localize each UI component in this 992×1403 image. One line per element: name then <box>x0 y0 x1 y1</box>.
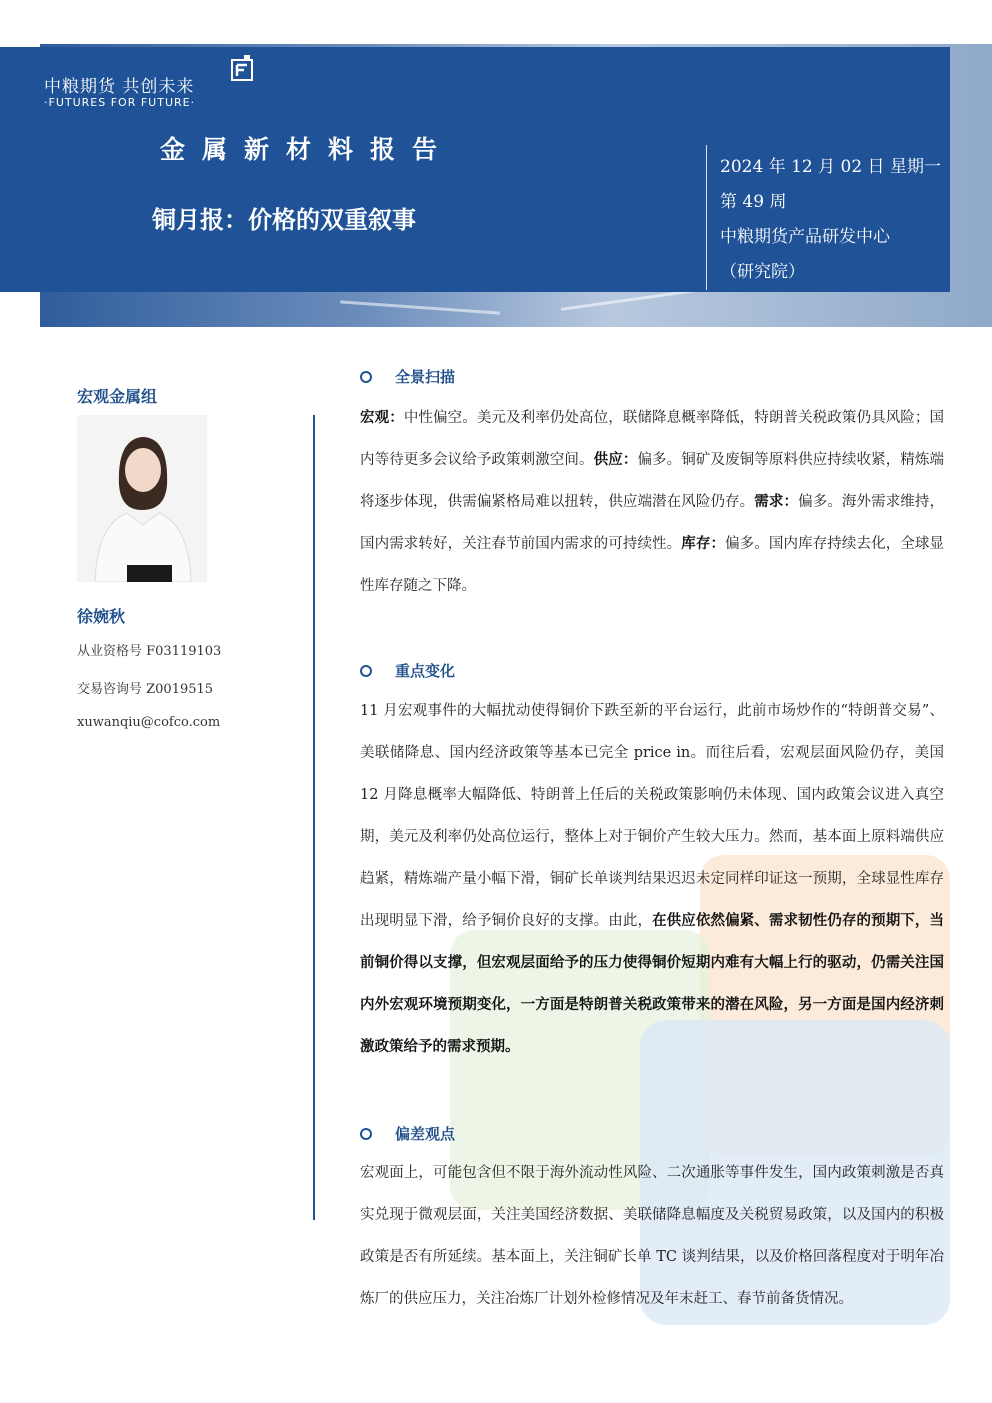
section-bullet-icon <box>360 371 372 383</box>
text-run: 11 月宏观事件的大幅扰动使得铜价下跌至新的平台运行，此前市场炒作的“特朗普交易”、美联储降息、国内经济政策等基本已完全 price in。而往后看，宏观层面风险仍存，美国 12 月降息概率大幅降低、特朗普上任后的关税政策影响仍未体现、国内政策会议进入真空期，美元及利率仍处高位运行，整体上对于铜价产生较大压力。然而，基本面上原料端供应趋紧，精炼端产量小幅下滑，铜矿长单谈判结果迟迟未定同样印证这一预期，全球显性库存出现明显下滑，给予铜价良好的支撑。由此， <box>360 703 944 929</box>
section-paragraph <box>360 397 944 607</box>
text-run: 宏观面上，可能包含但不限于海外流动性风险、二次通胀等事件发生，国内政策刺激是否真实兑现于微观层面，关注美国经济数据、美联储降息幅度及关税贸易政策，以及国内的积极政策是否有所延续。基本面上，关注铜矿长单 TC 谈判结果，以及价格回落程度对于明年冶炼厂的供应压力，关注冶炼厂计划外检修情况及年末赶工、春节前备货情况。 <box>360 1165 944 1307</box>
section-bullet-icon <box>360 665 372 677</box>
text-run: 中性偏空。美元及利率仍处高位，联储降息概率降低，特朗普关税政策仍具风险；国内等待更多会议给予政策刺激空间。 <box>360 410 945 468</box>
bold-text-run: 在供应依然偏紧、需求韧性仍存的预期下，当前铜价得以支撑，但宏观层面给予的压力使得铜价短期内难有大幅上行的驱动，仍需关注国内外宏观环境预期变化，一方面是特朗普关税政策带来的潜在风险，另一方面是国内经济刺激政策给予的需求预期。 <box>360 912 945 1055</box>
author-qualification: 从业资格号 F03119103 <box>77 644 222 659</box>
report-org: 中粮期货产品研发中心 <box>720 227 890 247</box>
company-logo-slogan: ·FUTURES FOR FUTURE· <box>44 96 196 109</box>
report-meta <box>720 150 941 290</box>
text-run: 偏多。铜矿及废铜等原料供应持续收紧，精炼端将逐步体现，供需偏紧格局难以扭转，供应端潜在风险仍存。 <box>360 452 945 510</box>
author-name: 徐婉秋 <box>77 607 126 626</box>
section-title: 偏差观点 <box>395 1125 456 1143</box>
research-group-title: 宏观金属组 <box>77 387 158 406</box>
company-logo-text: 中粮期货 共创未来 <box>44 77 195 97</box>
bold-text-run: 库存： <box>681 535 726 552</box>
report-type-title: 金属新材料报告 <box>160 135 455 164</box>
text-run: 偏多。国内库存持续去化，全球显性库存随之下降。 <box>360 536 945 594</box>
author-photo <box>77 415 207 582</box>
author-email[interactable]: xuwanqiu@cofco.com <box>77 715 221 730</box>
section-title: 重点变化 <box>395 662 456 680</box>
report-title: 铜月报：价格的双重叙事 <box>152 205 416 234</box>
section-paragraph <box>360 690 944 1068</box>
logo-mark-icon <box>228 54 256 82</box>
bold-text-run: 宏观： <box>360 409 404 426</box>
column-divider <box>313 415 315 1220</box>
section-paragraph <box>360 1152 944 1320</box>
report-week: 第 49 周 <box>720 192 787 212</box>
section-title: 全景扫描 <box>395 368 456 386</box>
report-org-sub: （研究院） <box>720 262 805 282</box>
bold-text-run: 供应： <box>593 451 638 468</box>
bold-text-run: 需求： <box>754 493 799 510</box>
text-run: 偏多。海外需求维持，国内需求转好，关注春节前国内需求的可持续性。 <box>360 494 945 552</box>
header-divider <box>706 145 707 290</box>
author-consult-number: 交易咨询号 Z0019515 <box>77 682 214 697</box>
section-bullet-icon <box>360 1128 372 1140</box>
report-date: 2024 年 12 月 02 日 星期一 <box>720 157 941 177</box>
